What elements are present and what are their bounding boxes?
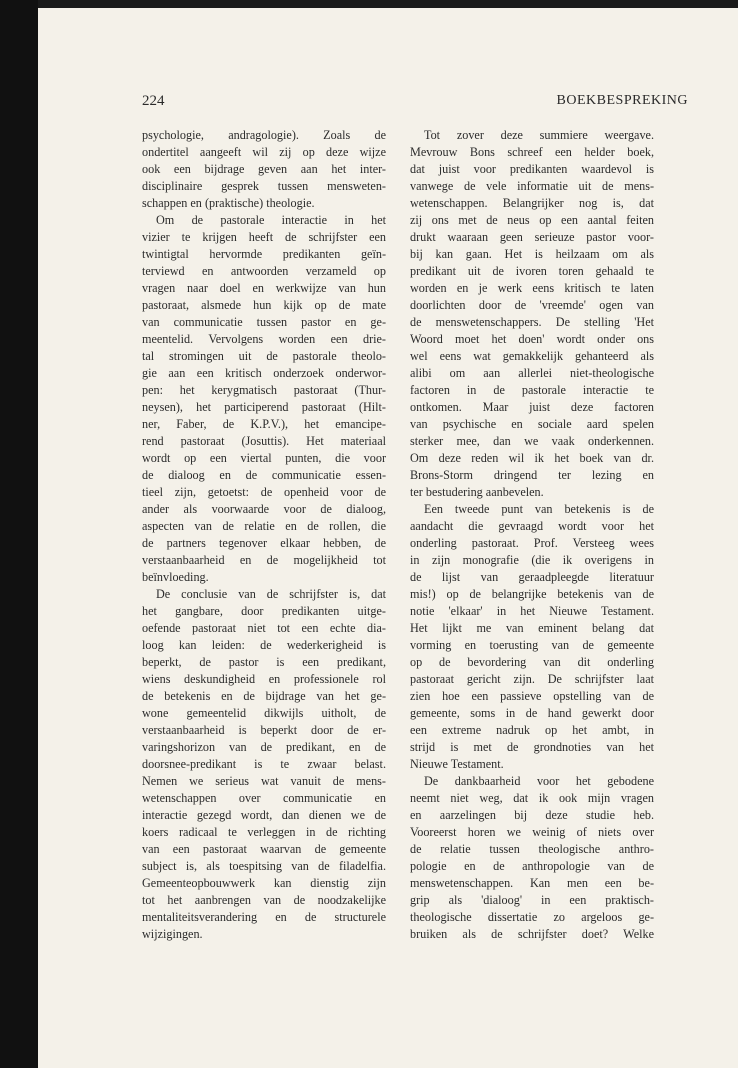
text-line: sterker mee, dan we vaak onderkennen. — [410, 434, 654, 448]
text-line: Een tweede punt van betekenis is de — [424, 502, 654, 516]
text-line: doorlichten door de 'vreemde' ogen van — [410, 298, 654, 312]
text-line: grip als 'dialoog' in een praktisch- — [410, 893, 654, 907]
text-line: aandacht die gevraagd wordt voor het — [410, 519, 654, 533]
text-line: ander als voorwaarde voor de dialoog, — [142, 502, 386, 516]
text-line: interactie gezegd wordt, dan dienen we de — [142, 808, 386, 822]
left-text-column — [142, 127, 386, 943]
text-line: wiens deskundigheid en professionele rol — [142, 672, 386, 686]
text-line: twintigtal hervormde predikanten geïn- — [142, 247, 386, 261]
text-line: notie 'elkaar' in het Nieuwe Testament. — [410, 604, 654, 618]
text-line: oefende pastoraat niet tot een echte dia- — [142, 621, 386, 635]
text-line: vragen naar doel en werkwijze van hun — [142, 281, 386, 295]
text-line: neysen), het participerend pastoraat (Hilt- — [142, 400, 386, 414]
text-line: de menswetenschappers. De stelling 'Het — [410, 315, 654, 329]
text-line: loog kan leiden: de wederkerigheid is — [142, 638, 386, 652]
text-line: van communicatie tussen pastor en ge- — [142, 315, 386, 329]
text-line: de dialoog en de communicatie essen- — [142, 468, 386, 482]
text-line: Vooreerst horen we weinig of niets over — [410, 825, 654, 839]
text-line: factoren in de pastorale interactie te — [410, 383, 654, 397]
text-line: tieel zijn, getoetst: de openheid voor de — [142, 485, 386, 499]
text-line: Mevrouw Bons schreef een helder boek, — [410, 145, 654, 159]
text-line: psychologie, andragologie). Zoals de — [142, 128, 386, 142]
text-line: de betekenis en de bijdrage van het ge- — [142, 689, 386, 703]
text-line: van psychische en sociale aard spelen — [410, 417, 654, 431]
text-line: Tot zover deze summiere weergave. — [424, 128, 654, 142]
text-line: disciplinaire gesprek tussen mensweten- — [142, 179, 386, 193]
text-line: meentelid. Vervolgens worden een drie- — [142, 332, 386, 346]
text-line: alibi om aan allerlei niet-theologische — [410, 366, 654, 380]
text-line: op de bevordering van dit onderling — [410, 655, 654, 669]
text-line: gie aan een kritisch onderzoek onderwor- — [142, 366, 386, 380]
text-line: neemt niet weg, dat ik ook mijn vragen — [410, 791, 654, 805]
text-line: verstaanbaarheid en de mogelijkheid tot — [142, 553, 386, 567]
text-line: de relatie tussen theologische anthro- — [410, 842, 654, 856]
text-line: pen: het kerygmatisch pastoraat (Thur- — [142, 383, 386, 397]
text-line: de partners tegenover elkaar hebben, de — [142, 536, 386, 550]
text-line: pologie en de anthropologie van de — [410, 859, 654, 873]
text-line: Om de pastorale interactie in het — [156, 213, 386, 227]
text-line: Woord moet het doen' wordt onder ons — [410, 332, 654, 346]
text-line: De conclusie van de schrijfster is, dat — [156, 587, 386, 601]
text-line: Om deze reden wil ik het boek van dr. — [410, 451, 654, 465]
text-line: ondertitel aangeeft wil zij op deze wijze — [142, 145, 386, 159]
text-line: in zijn monografie (die ik overigens in — [410, 553, 654, 567]
text-line: rend pastoraat (Josuttis). Het materiaal — [142, 434, 386, 448]
text-line: koers radicaal te verleggen in de richting — [142, 825, 386, 839]
text-line: Nemen we serieus wat vanuit de mens- — [142, 774, 386, 788]
text-line: Het lijkt me van eminent belang dat — [410, 621, 654, 635]
text-line: ner, Faber, de K.P.V.), het emancipe- — [142, 417, 386, 431]
text-line: schappen en (praktische) theologie. — [142, 196, 315, 210]
running-head: BOEKBESPREKING — [556, 93, 688, 108]
text-line: dat juist voor predikanten waardevol is — [410, 162, 654, 176]
text-line: Brons-Storm dringend ter lezing en — [410, 468, 654, 482]
text-line: doorsnee-predikant is te zwaar belast. — [142, 757, 386, 771]
text-line: drukt waaraan geen serieuze pastor voor- — [410, 230, 654, 244]
text-line: zien hoe een passieve opstelling van de — [410, 689, 654, 703]
text-line: mis!) op de belangrijke betekenis van de — [410, 587, 654, 601]
text-line: beperkt, de pastor is een predikant, — [142, 655, 386, 669]
text-line: ook een bijdrage geven aan het inter- — [142, 162, 386, 176]
text-line: de lijst van geraadpleegde literatuur — [410, 570, 654, 584]
text-line: vanwege de vele informatie uit de mens- — [410, 179, 654, 193]
text-line: Gemeenteopbouwwerk kan dienstig zijn — [142, 876, 386, 890]
text-line: vizier te krijgen heeft de schrijfster een — [142, 230, 386, 244]
text-line: De dankbaarheid voor het gebodene — [424, 774, 654, 788]
page-number: 224 — [142, 93, 165, 109]
scan-left-edge — [0, 0, 38, 1068]
right-text-column — [410, 127, 654, 943]
text-line: pastoraat gericht zijn. De schrijfster laat — [410, 672, 654, 686]
text-line: onderling pastoraat. Prof. Versteeg wees — [410, 536, 654, 550]
text-line: varingshorizon van de predikant, en de — [142, 740, 386, 754]
text-line: tal stromingen uit de pastorale theolo- — [142, 349, 386, 363]
text-line: predikant uit de ivoren toren gehaald te — [410, 264, 654, 278]
text-line: tot het aanbrengen van de noodzakelijke — [142, 893, 386, 907]
text-line: en aarzelingen bij deze studie heb. — [410, 808, 654, 822]
text-line: bruiken als de schrijfster doet? Welke — [410, 927, 654, 941]
text-line: pastoraat, alsmede hun kijk op de mate — [142, 298, 386, 312]
text-line: een extreme nadruk op het ambt, in — [410, 723, 654, 737]
text-line: menswetenschappen. Kan men een be- — [410, 876, 654, 890]
text-line: wel eens wat gemakkelijk gehanteerd als — [410, 349, 654, 363]
text-line: worden en je werk eens kritisch te laten — [410, 281, 654, 295]
text-line: het gangbare, door predikanten uitge- — [142, 604, 386, 618]
text-line: wordt op een viertal punten, die voor — [142, 451, 386, 465]
text-line: wetenschappen over communicatie en — [142, 791, 386, 805]
text-line: terviewd en antwoorden verzameld op — [142, 264, 386, 278]
scan-top-edge — [0, 0, 738, 8]
text-line: ter bestudering aanbevelen. — [410, 485, 544, 499]
text-line: beïnvloeding. — [142, 570, 209, 584]
text-line: strijd is met de grondnoties van het — [410, 740, 654, 754]
text-line: aspecten van de relatie en de rollen, die — [142, 519, 386, 533]
text-line: verstaanbaarheid is beperkt door de er- — [142, 723, 386, 737]
text-line: bij kan gaan. Het is heilzaam om als — [410, 247, 654, 261]
text-line: van een pastoraat waarvan de gemeente — [142, 842, 386, 856]
text-line: wone gemeentelid dikwijls uitholt, de — [142, 706, 386, 720]
text-line: subject is, als toespitsing van de filadelfia. — [142, 859, 386, 873]
text-line: theologische dissertatie zo argeloos ge- — [410, 910, 654, 924]
text-line: zij ons met de neus op een aantal feiten — [410, 213, 654, 227]
text-line: Nieuwe Testament. — [410, 757, 504, 771]
text-line: wetenschappen. Belangrijker nog is, dat — [410, 196, 654, 210]
text-line: gemeente, soms in de hand gewerkt door — [410, 706, 654, 720]
text-line: vorming en toerusting van de gemeente — [410, 638, 654, 652]
text-line: ontkomen. Maar juist deze factoren — [410, 400, 654, 414]
text-line: wijzigingen. — [142, 927, 203, 941]
text-line: mentaliteitsverandering en de structurele — [142, 910, 386, 924]
